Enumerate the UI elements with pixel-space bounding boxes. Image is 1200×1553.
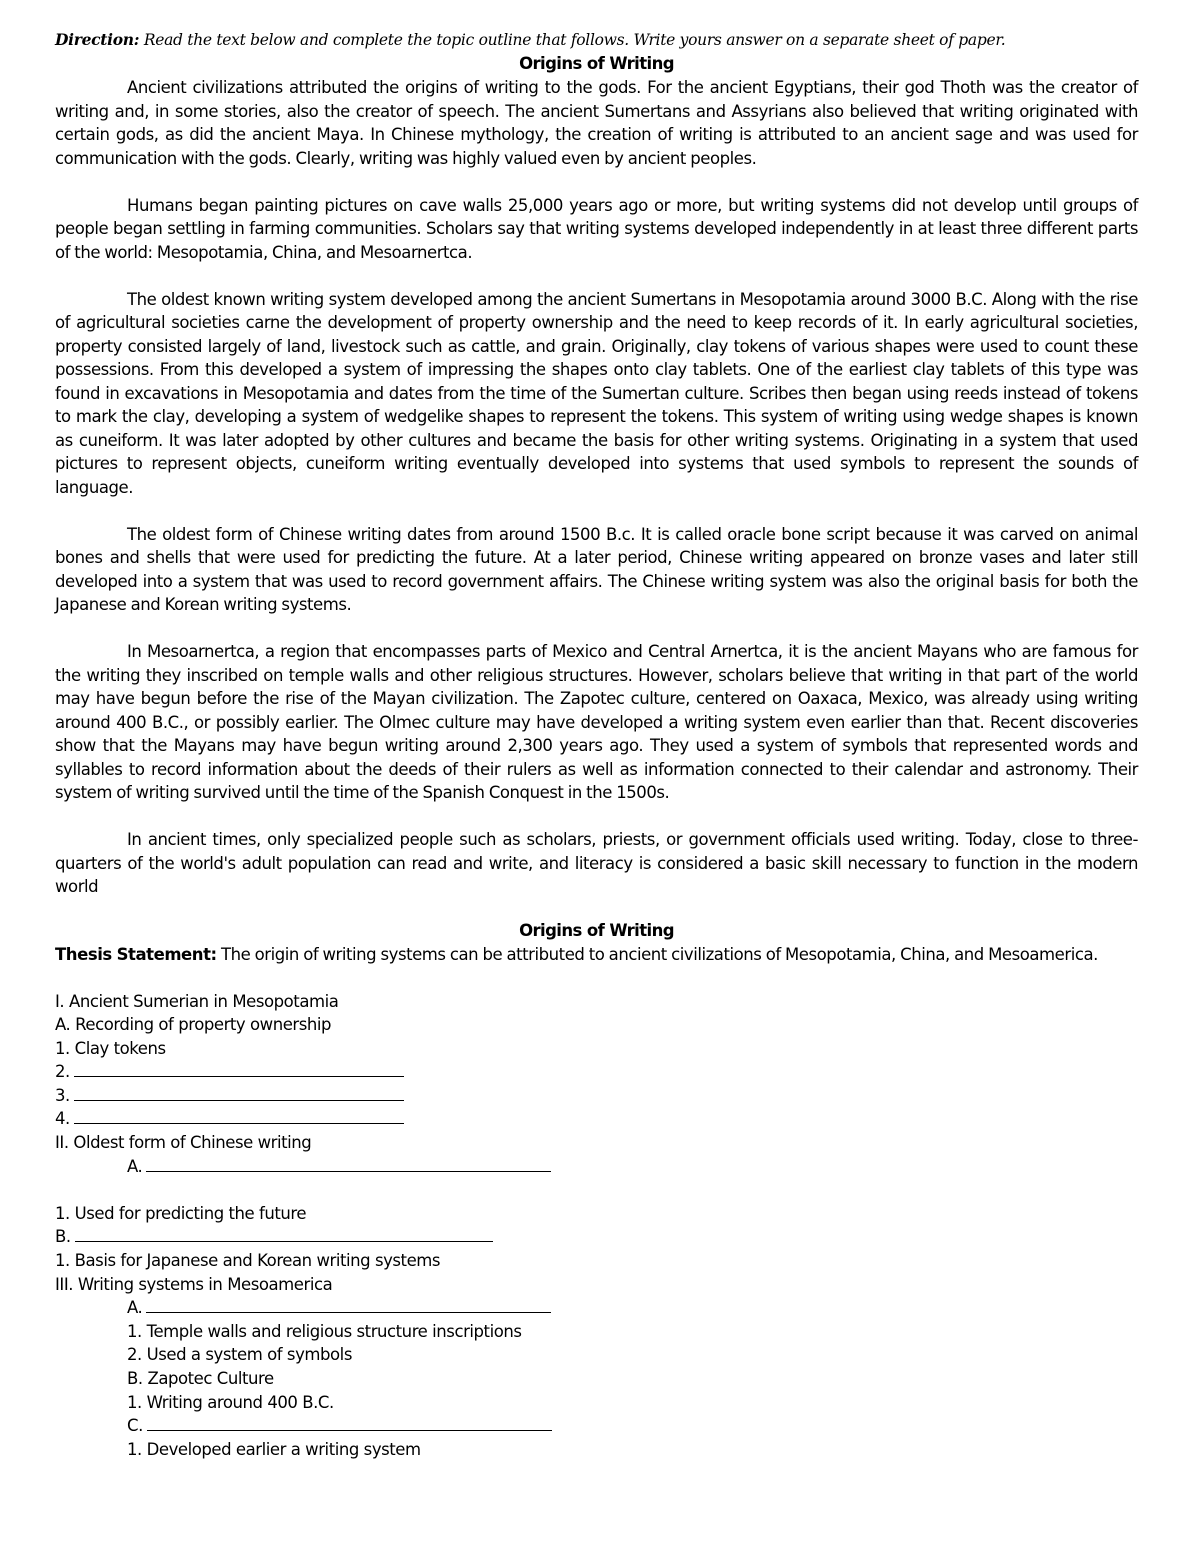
answer-blank[interactable] — [74, 1084, 404, 1101]
outline-marker: 4. — [55, 1109, 70, 1129]
outline-marker: A. — [127, 1298, 143, 1318]
outline-item-iii-c-1: 1. Developed earlier a writing system — [127, 1439, 421, 1459]
outline-item-iii: III. Writing systems in Mesoamerica — [55, 1274, 333, 1294]
outline-marker: A. — [127, 1156, 143, 1176]
paragraph-4: The oldest form of Chinese writing dates from around 1500 B.c. It is called oracle bone script because it was carved on animal bones and shells that were used for predicting the future. At a later period, Chinese writing appeared on bronze vases and later still developed into a system that was used to record government affairs. The Chinese writing system was also the original basis for both the Japanese and Korean writing systems. — [55, 524, 1138, 614]
paragraph-5: In Mesoarnertca, a region that encompasses parts of Mexico and Central Arnertca, it is the ancient Mayans who are famous for the writing they inscribed on temple walls and other religious structures. However, scholars believe that writing in that part of the world may have begun before the rise of the Mayan civilization. The Zapotec culture, centered on Oaxaca, Mexico, was already using writing around 400 B.C., or possibly earlier. The Olmec culture may have developed a writing system even earlier than that. Recent discoveries show that the Mayans may have begun writing around 2,300 years ago. They used a system of symbols that represented words and syllables to record information about the deeds of their rulers as well as information connected to their calendar and astronomy. Their system of writing survived until the time of the Spanish Conquest in the 1500s. — [55, 642, 1138, 802]
outline-item-i-a-2 — [55, 1060, 1138, 1084]
thesis-label: Thesis Statement: — [55, 944, 217, 964]
outline-item-ii-b — [55, 1225, 1138, 1249]
answer-blank[interactable] — [75, 1225, 493, 1242]
outline-item-ii-b-1: 1. Basis for Japanese and Korean writing systems — [55, 1251, 441, 1271]
outline-item-ii: II. Oldest form of Chinese writing — [55, 1133, 312, 1153]
answer-blank[interactable] — [146, 1296, 551, 1313]
thesis-statement — [55, 943, 1138, 967]
outline-item-iii-c — [55, 1414, 1138, 1438]
outline-item-ii-a-1: 1. Used for predicting the future — [55, 1203, 307, 1223]
direction-line — [55, 28, 1138, 52]
outline-item-iii-b-1: 1. Writing around 400 B.C. — [127, 1392, 334, 1412]
outline-marker: B. — [55, 1227, 71, 1247]
outline-item-iii-b: B. Zapotec Culture — [127, 1369, 274, 1388]
outline-item-i-a-3 — [55, 1084, 1138, 1108]
outline-item-ii-a — [55, 1155, 1138, 1179]
answer-blank[interactable] — [74, 1107, 404, 1124]
reading-title: Origins of Writing — [519, 54, 674, 73]
paragraph-1: Ancient civilizations attributed the origins of writing to the gods. For the ancient Egyptians, their god Thoth was the creator of writing and, in some stories, also the creator of speech. The ancient Sumertans and Assyrians also believed that writing originated with certain gods, as did the ancient Maya. In Chinese mythology, the creation of writing is attributed to an ancient sage and was used for communication with the gods. Clearly, writing was highly valued even by ancient peoples. — [55, 78, 1138, 168]
outline-item-iii-a-1: 1. Temple walls and religious structure inscriptions — [127, 1321, 522, 1341]
outline-item-iii-a — [55, 1296, 1138, 1320]
answer-blank[interactable] — [147, 1414, 552, 1431]
outline-spacer — [55, 1178, 1138, 1202]
paragraph-6: In ancient times, only specialized people such as scholars, priests, or government officials used writing. Today, close to three-quarters of the world's adult population can read and write, and literacy is considered a basic skill necessary to function in the modern world — [55, 830, 1138, 896]
worksheet-page — [55, 28, 1138, 1461]
outline-item-i: I. Ancient Sumerian in Mesopotamia — [55, 991, 339, 1011]
outline-item-i-a: A. Recording of property ownership — [55, 1015, 332, 1035]
outline-item-i-a-4 — [55, 1107, 1138, 1131]
thesis-text: The origin of writing systems can be attributed to ancient civilizations of Mesopotamia, China, and Mesoamerica. — [216, 944, 1098, 964]
outline-item-iii-a-2: 2. Used a system of symbols — [127, 1345, 352, 1365]
outline-marker: 2. — [55, 1062, 70, 1082]
paragraph-2: Humans began painting pictures on cave walls 25,000 years ago or more, but writing systems did not develop until groups of people began settling in farming communities. Scholars say that writing systems developed independently in at least three different parts of the world: Mesopotamia, China, and Mesoarnertca. — [55, 195, 1138, 262]
outline-title: Origins of Writing — [519, 920, 674, 940]
answer-blank[interactable] — [146, 1155, 551, 1172]
outline-marker: C. — [127, 1416, 143, 1436]
paragraph-3: The oldest known writing system developed among the ancient Sumertans in Mesopotamia around 3000 B.C. Along with the rise of agricultural societies carne the development of property ownership and the need to keep records of it. In early agricultural societies, property consisted largely of land, livestock such as cattle, and grain. Originally, clay tokens of various shapes were used to count these possessions. From this developed a system of impressing the shapes onto clay tablets. One of the earliest clay tablets of this type was found in excavations in Mesopotamia and dates from the time of the Sumertan culture. Scribes then began using reeds instead of tokens to mark the clay, developing a system of wedgelike shapes to represent the tokens. This system of writing using wedge shapes is known as cuneiform. It was later adopted by other cultures and became the basis for other writing systems. Originating in a system that used pictures to represent objects, cuneiform writing eventually developed into systems that used symbols to represent the sounds of language. — [55, 289, 1138, 497]
answer-blank[interactable] — [74, 1060, 404, 1077]
outline-marker: 3. — [55, 1085, 70, 1105]
direction-text: Read the text below and complete the topic outline that follows. Write yours answer on a separate sheet of paper. — [143, 31, 1006, 49]
outline-item-i-a-1: 1. Clay tokens — [55, 1038, 166, 1058]
direction-label: Direction: — [55, 30, 140, 49]
